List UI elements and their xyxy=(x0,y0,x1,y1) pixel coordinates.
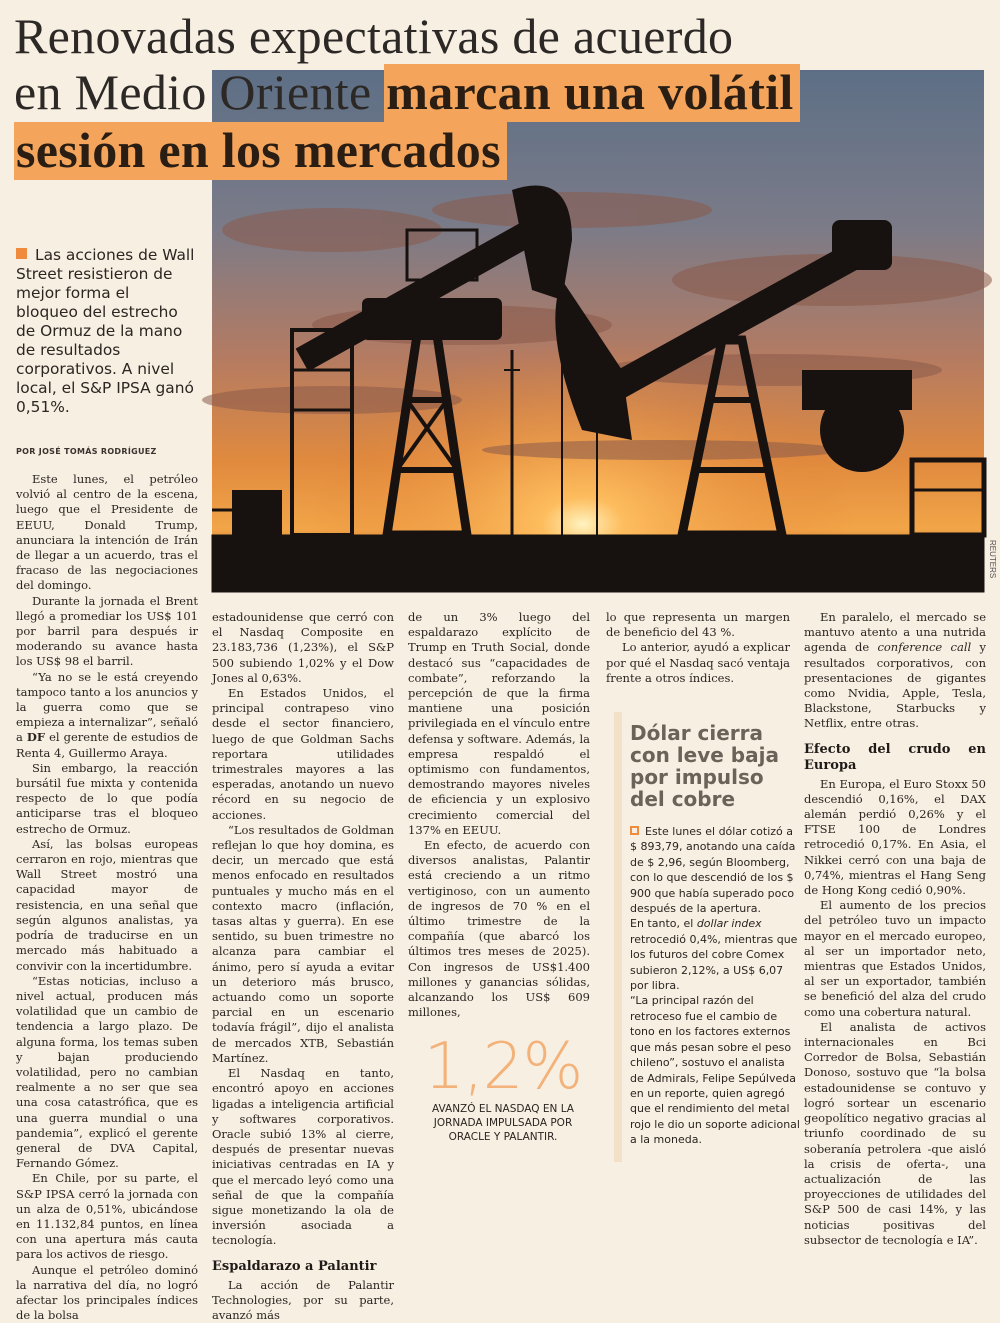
column-3 xyxy=(408,610,590,1020)
stat-callout xyxy=(420,1032,586,1144)
box-title: Dólar cierra con leve baja por impulso del cobre xyxy=(630,721,779,811)
paragraph: estadounidense que cerró con el Nasdaq Composite en 23.183,736 (1,23%), el S&P 500 subiendo 1,02% y el Dow Jones al 0,63%. xyxy=(212,610,394,685)
paragraph-part: y resultados corporativos, con presentaciones de gigantes como Nvidia, Apple, Tesla, Blackstone, Starbucks y Netflix, entre otras. xyxy=(804,640,986,731)
paragraph-part: En tanto, el xyxy=(630,917,697,931)
term-conference-call: conference call xyxy=(877,640,972,655)
paragraph xyxy=(630,824,800,916)
column-2 xyxy=(212,610,394,1323)
paragraph: Este lunes, el petróleo volvió al centro de la escena, luego que el Presidente de EEUU, Donald Trump, anunciara la intención de Irán de llegar a un acuerdo, tras el fracaso de las negociaciones del domingo. xyxy=(16,472,198,593)
paragraph: En efecto, de acuerdo con diversos analistas, Palantir está creciendo a un ritmo vertiginoso, con un aumento de ingresos de 70 % en el último trimestre de la compañía (que abarcó los últimos tres meses de 2025). Con ingresos de US$1.400 millones y ganancias sólidas, alcanzando los US$ 609 millones, xyxy=(408,838,590,1020)
headline-highlight-2: sesión en los mercados xyxy=(14,122,507,180)
photo-credit: REUTERS xyxy=(988,540,997,579)
headline-line-1: Renovadas expectativas de acuerdo xyxy=(14,8,734,64)
paragraph: Sin embargo, la reacción bursátil fue mixta y contenida respecto de lo que podía anticiparse tras el bloqueo estrecho de Ormuz. xyxy=(16,760,198,836)
stat-caption: AVANZÓ EL NASDAQ EN LA JORNADA IMPULSADA POR ORACLE Y PALANTIR. xyxy=(432,1103,574,1143)
paragraph-part: Este lunes el dólar cotizó a $ 893,79, anotando una caída de $ 2,96, según Bloomberg, con lo que descendió de los $ 900 que había superado poco después de la apertura. xyxy=(630,825,796,916)
column-4 xyxy=(606,610,790,686)
term-dollar-index: dollar index xyxy=(696,917,762,931)
paragraph: El analista de activos internacionales en Bci Corredor de Bolsa, Sebastián Donoso, sostuvo que “la bolsa estadounidense se contuvo y logró sortear un escenario geopolítico negativo gracias al triunfo coordinado de su soberanía petrolera -que aisló la crisis de oferta-, una actualización de las proyecciones de utilidades del S&P 500 de casi 14%, y las noticias positivas del subsector de tecnología e IA”. xyxy=(804,1019,986,1247)
paragraph: En Chile, por su parte, el S&P IPSA cerró la jornada con un alza de 0,51%, ubicándose en 11.132,84 puntos, en línea con una apertura más cauta para los activos de riesgo. xyxy=(16,1171,198,1262)
paragraph: La acción de Palantir Technologies, por su parte, avanzó más xyxy=(212,1277,394,1322)
lede-text: Las acciones de Wall Street resistieron de mejor forma el bloqueo del estrecho de Ormuz de la mano de resultados corporativos. A nivel local, el S&P IPSA ganó 0,51%. xyxy=(16,246,195,416)
column-5 xyxy=(804,610,986,1248)
stat-value: 1,2% xyxy=(423,1030,583,1104)
subhead-europa: Efecto del crudo en Europa xyxy=(804,741,986,773)
box-body xyxy=(630,824,800,1148)
paragraph-part: En paralelo, el mercado se mantuvo atento a una nutrida agenda de xyxy=(804,610,986,655)
headline xyxy=(14,8,994,180)
paragraph: En Estados Unidos, el principal contrapeso vino desde el sector financiero, luego de que Goldman Sachs reportara utilidades trimestrales mayores a las esperadas, anotando un nuevo récord en su negocio de acciones. xyxy=(212,686,394,822)
paragraph: Lo anterior, ayudó a explicar por qué el Nasdaq sacó ventaja frente a otros índices. xyxy=(606,640,790,685)
subhead-palantir: Espaldarazo a Palantir xyxy=(212,1258,377,1274)
box-square-icon xyxy=(630,826,639,835)
paragraph-part: “Ya no se le está creyendo tampoco tanto a los anuncios y la guerra como que se empieza a internalizar”, señaló a xyxy=(16,669,198,745)
byline: POR JOSÉ TOMÁS RODRÍGUEZ xyxy=(16,447,157,456)
headline-line-2 xyxy=(14,64,994,120)
publication-name: DF xyxy=(26,730,46,745)
paragraph: El Nasdaq en tanto, encontró apoyo en acciones ligadas a inteligencia artificial y softwares corporativos. Oracle subió 13% al cierre, después de presentar nuevas iniciativas centradas en IA y que el mercado leyó como una señal de que la compañía sigue monetizando la ola de inversión asociada a tecnología. xyxy=(212,1066,394,1248)
paragraph: Durante la jornada el Brent llegó a promediar los US$ 101 por barril para después ir moderando su avance hasta los US$ 98 el barril. xyxy=(16,593,198,669)
paragraph xyxy=(804,610,986,732)
paragraph: lo que representa un margen de beneficio del 43 %. xyxy=(606,610,790,640)
paragraph: Así, las bolsas europeas cerraron en rojo, mientras que Wall Street mostró una capacidad mayor de resistencia, en una señal que según algunos analistas, ya podría de traducirse en un mercado más habituado a convivir con la incertidumbre. xyxy=(16,836,198,973)
headline-highlight-1: marcan una volátil xyxy=(384,64,799,122)
paragraph: “Estas noticias, incluso a nivel actual, producen más volatilidad que un cambio de tendencia a largo plazo. De alguna forma, los temas suben y bajan produciendo volatilidad, pero no cambian realmente a no ser que sea una cosa catastrófica, que es una guerra mundial o una pandemia”, explicó el gerente general de DVA Capital, Fernando Gómez. xyxy=(16,973,198,1171)
paragraph: En Europa, el Euro Stoxx 50 descendió 0,16%, el DAX alemán perdió 0,26% y el FTSE 100 de Londres retrocedió 0,17%. En Asia, el Nikkei cerró con una baja de 0,74%, mientras el Hang Seng de Hong Kong cedió 0,90%. xyxy=(804,776,986,898)
paragraph-part: retrocedió 0,4%, mientras que los futuros del cobre Comex subieron 2,12%, a US$ 6,07 por libra. xyxy=(630,932,798,993)
paragraph: “Los resultados de Goldman reflejan lo que hoy domina, es decir, un mercado que está menos enfocado en resultados puntuales y mucho más en el contexto macro (inflación, tasas altas y guerra). En ese sentido, su buen trimestre no alcanza para cambiar el ánimo, pero sí ayuda a evitar un deterioro más brusco, actuando como un soporte parcial en un escenario todavía frágil”, dijo el analista de mercados XTB, Sebastián Martínez. xyxy=(212,822,394,1065)
paragraph: El aumento de los precios del petróleo tuvo un impacto mayor en el mercado europeo, al ser un importador neto, mientras que Estados Unidos, al ser un exportador, también se benefició del alza del crudo como una cobertura natural. xyxy=(804,898,986,1019)
paragraph: de un 3% luego del espaldarazo explícito de Trump en Truth Social, donde destacó sus “capacidades de combate”, reforzando la percepción de que la firma mantiene una posición privilegiada en el vínculo entre defensa y software. Además, la empresa respaldó el optimismo con fundamentos, demostrando mayores niveles de eficiencia y un explosivo crecimiento comercial del 137% en EEUU. xyxy=(408,610,590,837)
lede-square-icon xyxy=(16,248,27,259)
paragraph: “La principal razón del retroceso fue el cambio de tono en los factores externos que más pesan sobre el peso chileno”, sostuvo el analista de Admirals, Felipe Sepúlveda en un reporte, quien agregó que el rendimiento del metal rojo le dio un soporte adicional a la moneda. xyxy=(630,994,800,1147)
paragraph-part: el gerente de estudios de Renta 4, Guillermo Araya. xyxy=(16,730,198,760)
column-1 xyxy=(16,472,198,1323)
paragraph: Aunque el petróleo dominó la narrativa del día, no logró afectar los principales índices de la bolsa xyxy=(16,1262,198,1323)
lede xyxy=(16,246,196,417)
sidebar-box-dolar xyxy=(614,712,800,1162)
paragraph xyxy=(630,916,800,993)
headline-line-2-plain: en Medio Oriente xyxy=(14,64,372,120)
paragraph xyxy=(16,670,198,761)
